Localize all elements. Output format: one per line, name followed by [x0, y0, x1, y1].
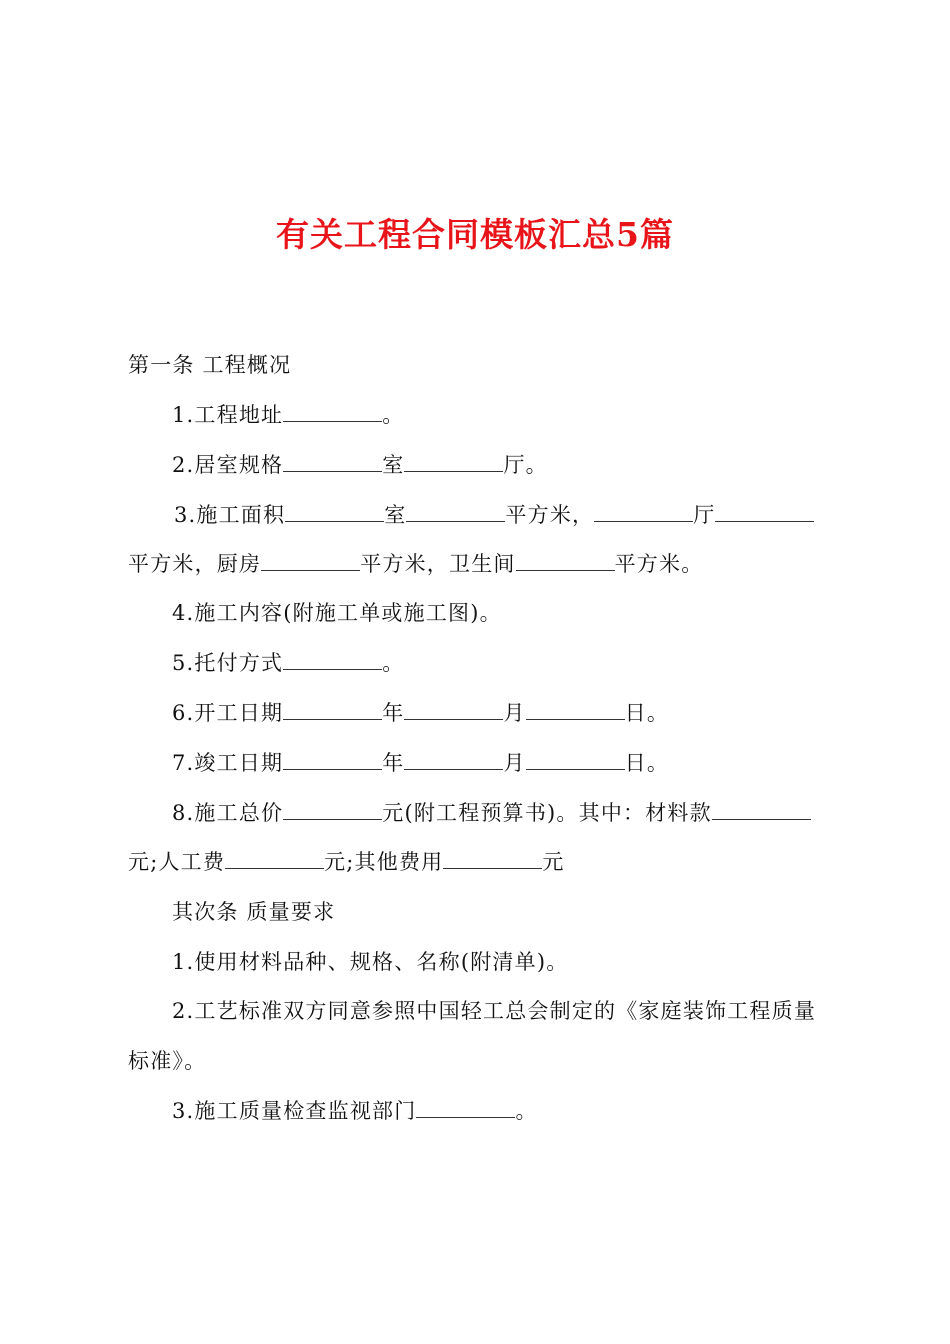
fill-in-blank — [225, 848, 324, 869]
clause-1-8-continued — [128, 847, 565, 877]
clause-text: 月 — [503, 751, 526, 775]
clause-2-2-continued: 标准》。 — [128, 1049, 207, 1073]
clause-end: 。 — [382, 651, 405, 675]
fill-in-blank — [712, 799, 811, 820]
clause-text: 平方米， — [505, 503, 595, 527]
fill-in-blank — [715, 501, 814, 522]
clause-text: 元;人工费 — [128, 850, 226, 874]
clause-1-5 — [172, 648, 404, 678]
clause-text: 元(附工程预算书)。其中：材料款 — [382, 801, 712, 825]
clause-1-4: 4.施工内容(附施工单或施工图)。 — [172, 601, 502, 625]
clause-end: 平方米。 — [614, 552, 704, 576]
clause-1-3 — [174, 500, 814, 530]
clause-text: 月 — [503, 701, 526, 725]
clause-1-8 — [172, 798, 811, 828]
clause-label: 5.托付方式 — [172, 651, 284, 675]
clause-text: 平方米，卫生间 — [360, 552, 516, 576]
clause-label: 8.施工总价 — [172, 801, 284, 825]
clause-end: 日。 — [624, 751, 670, 775]
clause-text: 厅 — [693, 503, 716, 527]
clause-text: 室 — [384, 503, 407, 527]
fill-in-blank — [283, 699, 382, 720]
clause-text: 年 — [382, 701, 405, 725]
clause-end: 日。 — [624, 701, 670, 725]
clause-2-2: 2.工艺标准双方同意参照中国轻工总会制定的《家庭装饰工程质量 — [172, 999, 817, 1023]
fill-in-blank — [404, 451, 503, 472]
clause-label: 7.竣工日期 — [172, 751, 284, 775]
fill-in-blank — [283, 749, 382, 770]
clause-label: 3.施工面积 — [174, 503, 286, 527]
fill-in-blank — [443, 848, 542, 869]
fill-in-blank — [404, 699, 503, 720]
clause-end: 。 — [515, 1099, 538, 1123]
fill-in-blank — [283, 799, 382, 820]
fill-in-blank — [404, 749, 503, 770]
fill-in-blank — [406, 501, 505, 522]
clause-1-7 — [172, 748, 669, 778]
clause-1-3-continued — [128, 549, 703, 579]
section-heading-2: 其次条 质量要求 — [172, 900, 336, 924]
clause-label: 1.工程地址 — [172, 403, 284, 427]
clause-text: 元;其他费用 — [324, 850, 444, 874]
fill-in-blank — [516, 550, 615, 571]
clause-1-6 — [172, 698, 669, 728]
fill-in-blank — [594, 501, 693, 522]
fill-in-blank — [285, 501, 384, 522]
clause-1-1 — [172, 400, 404, 430]
clause-2-1: 1.使用材料品种、规格、名称(附清单)。 — [172, 950, 569, 974]
fill-in-blank — [416, 1097, 515, 1118]
fill-in-blank — [283, 401, 382, 422]
clause-label: 2.居室规格 — [172, 453, 284, 477]
clause-text: 平方米，厨房 — [128, 552, 262, 576]
fill-in-blank — [283, 451, 382, 472]
fill-in-blank — [283, 649, 382, 670]
clause-label: 6.开工日期 — [172, 701, 284, 725]
document-title: 有关工程合同模板汇总5篇 — [276, 215, 674, 254]
clause-label: 3.施工质量检查监视部门 — [172, 1099, 417, 1123]
clause-1-2 — [172, 450, 548, 480]
clause-text: 室 — [382, 453, 405, 477]
clause-end: 元 — [542, 850, 565, 874]
clause-end: 厅。 — [503, 453, 548, 477]
clause-text: 年 — [382, 751, 405, 775]
clause-2-3 — [172, 1096, 538, 1126]
clause-end: 。 — [382, 403, 405, 427]
section-heading-1: 第一条 工程概况 — [128, 353, 292, 377]
fill-in-blank — [261, 550, 360, 571]
fill-in-blank — [526, 699, 625, 720]
fill-in-blank — [526, 749, 625, 770]
